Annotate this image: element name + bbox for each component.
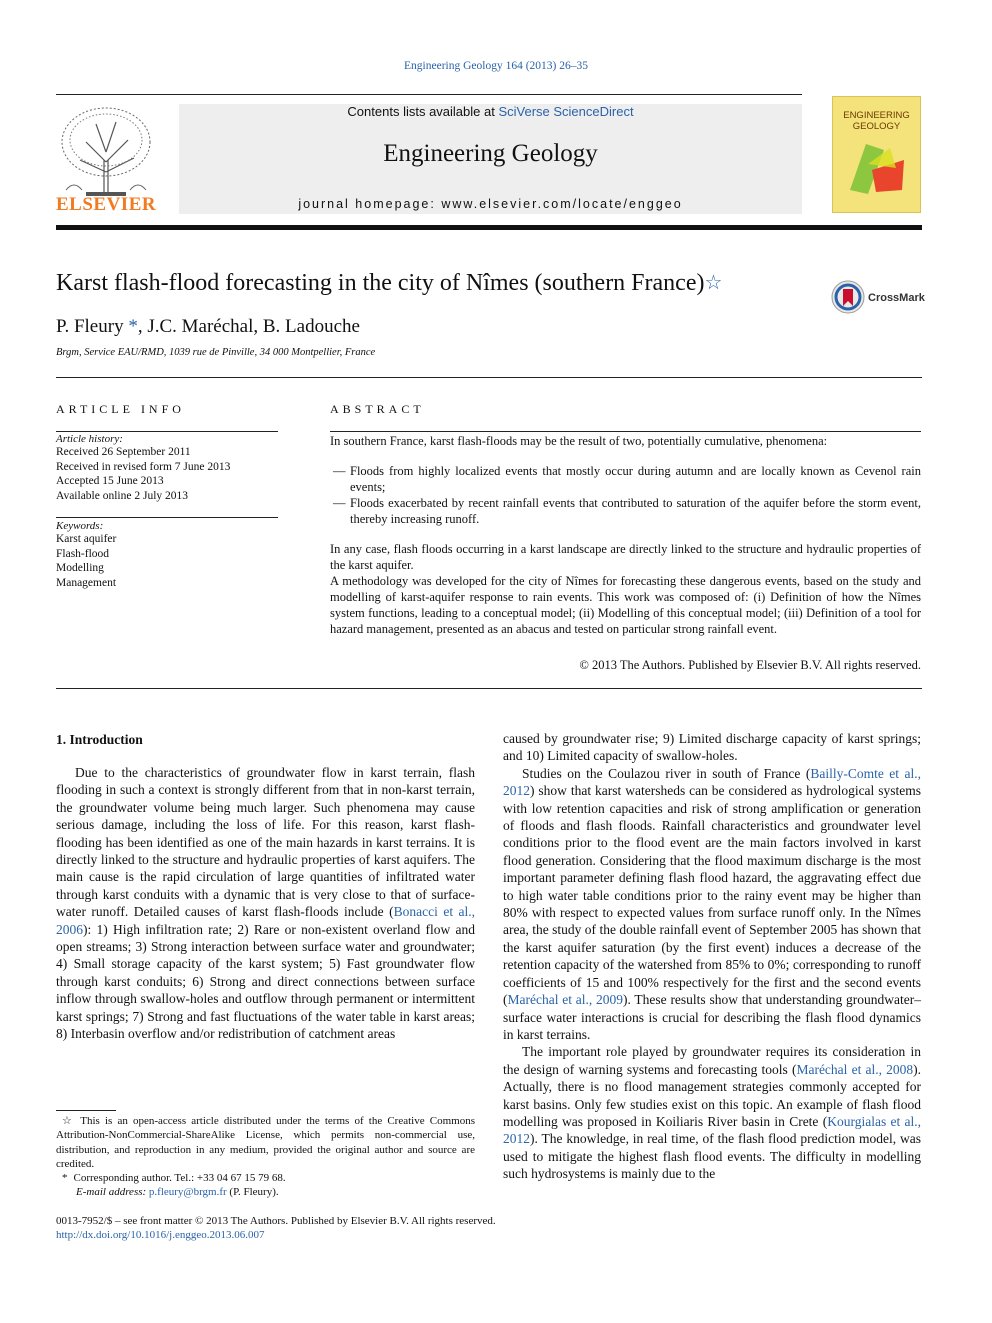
email-link[interactable]: p.fleury@brgm.fr (148, 1186, 227, 1199)
abstract-paragraph-1: In any case, flash floods occurring in a karst landscape are directly linked to the structure and hydraulic properties of the karst aquifer. (330, 542, 921, 572)
article-info-heading: ARTICLE INFO (56, 402, 185, 416)
elsevier-wordmark: ELSEVIER (56, 194, 157, 215)
intro-paragraph-continued: caused by groundwater rise; 9) Limited discharge capacity of karst springs; and 10) Limited capacity of swallow-holes. (503, 731, 921, 764)
journal-name: Engineering Geology (383, 140, 598, 167)
doi-link[interactable]: http://dx.doi.org/10.1016/j.enggeo.2013.06.007 (56, 1229, 265, 1241)
corresponding-author-mark[interactable]: * (128, 316, 138, 337)
other-authors: , J.C. Maréchal, B. Ladouche (137, 316, 360, 337)
abstract-heading: ABSTRACT (330, 402, 425, 416)
footnotes (56, 1114, 475, 1200)
footnote-rule (56, 1110, 116, 1111)
abstract-copyright: © 2013 The Authors. Published by Elsevier B.V. All rights reserved. (579, 658, 921, 672)
author-fleury[interactable]: P. Fleury (56, 316, 124, 337)
abstract-body (330, 433, 921, 637)
article-info-rule (56, 431, 278, 432)
journal-cover-art (846, 140, 908, 196)
title-footnote-star-icon[interactable]: ☆ (704, 272, 723, 294)
author-list (56, 316, 360, 338)
open-access-footnote: ☆ This is an open-access article distributed under the terms of the Creative Commons Attribution-NonCommercial-ShareAlike License, which permits non-commercial use, distribution, and reproduction in any medium, provided the original author and source are credited. (56, 1115, 475, 1170)
keywords-label: Keywords: (56, 520, 104, 532)
footnote-star-icon: ☆ (62, 1115, 75, 1127)
history-received: Received 26 September 2011 (56, 446, 191, 458)
history-online: Available online 2 July 2013 (56, 489, 189, 502)
keywords-rule (56, 517, 278, 518)
intro-paragraph: Studies on the Coulazou river in south of France (Bailly-Comte et al., 2012) show that karst watersheds can be considered as hydrological systems with low retention capacities and risk of strong amplification or generation of floods and flash floods. Rainfall characteristics and groundwater level conditions prior to the flood event are the main factors involved in karst flood generation. Considering that the flood maximum discharge is the most important parameter defining flash flood hazard, the aggravating effect due to high water table conditions prior to the rainy event may be higher than 80% with respect to expected values from surface runoff only. In the Nîmes area, the study of the double rainfall event of September 2005 has shown that the karst aquifer saturation (by the first event) induces a decrease of the retention capacity of the watershed from 85% to 0%; corresponding to runoff coefficients of 15 and 100% respectively for the first and the second events (Maréchal et al., 2009). These results show that understanding groundwater–surface water interactions is crucial for describing the flash flood dynamics in karst terrains. (503, 765, 921, 1042)
intro-left-column (56, 764, 475, 1043)
section-heading-introduction: 1. Introduction (56, 732, 143, 747)
abstract-intro: In southern France, karst flash-floods may be the result of two, potentially cumulative, phenomena: (330, 434, 828, 448)
citation-link[interactable]: Bailly-Comte et al., 2012 (503, 765, 921, 799)
citation-link[interactable]: Maréchal et al., 2009 (507, 992, 624, 1008)
legal-footer (56, 1214, 496, 1242)
intro-paragraph: Due to the characteristics of groundwater flow in karst terrain, flash flooding in such a context is strongly different from that in non-karst terrain, the groundwater volume being much larger. Such phenomena may cause serious damage, including the loss of life. For this reason, karst flash-flooding has been identified as one of the main hazards in karst terrains. It is directly linked to the structure and hydraulic properties of karst aquifers. The main cause is the rapid circulation of large quantities of infiltrated water through karst conduits with a dynamic that is very close to that of surface-water runoff. Detailed causes of karst flash-floods include (Bonacci et al., 2006): 1) High infiltration rate; 2) Rare or non-existent overland flow and open streams; 3) Strong interaction between surface water and groundwater; 4) Small storage capacity of the karst system; 5) Fast groundwater flow through karst conduits; 6) Strong and direct connections between surface inflow through swallow-holes and outflow through permanent or intermittent karst springs; 7) Strong and fast fluctuations of the water table in karst areas; 8) Interbasin overflow and/or redistribution of catchment areas (56, 765, 476, 1042)
crossmark-label[interactable]: CrossMark (868, 292, 925, 304)
citation-link[interactable]: Maréchal et al., 2008 (796, 1061, 914, 1077)
keyword: Management (56, 576, 117, 589)
abstract-bullet: — Floods from highly localized events that mostly occur during autumn and are locally known as Cevenol rain events; (330, 463, 921, 495)
header-thick-rule (56, 225, 922, 230)
intro-right-column (503, 730, 921, 1183)
title-block-rule (56, 377, 922, 378)
sciencedirect-link[interactable]: SciVerse ScienceDirect (498, 104, 634, 119)
article-history-label: Article history: (56, 433, 123, 445)
article-history (56, 433, 278, 503)
header-top-rule (56, 94, 802, 95)
history-accepted: Accepted 15 June 2013 (56, 475, 164, 487)
email-footnote: E-mail address: p.fleury@brgm.fr (P. Fleury). (76, 1186, 279, 1199)
corresponding-author-footnote: * Corresponding author. Tel.: +33 04 67 15 79 68. (56, 1171, 475, 1185)
citation-link[interactable]: Kourgialas et al., 2012 (503, 1113, 921, 1147)
crossmark-icon[interactable] (831, 280, 865, 314)
history-revised: Received in revised form 7 June 2013 (56, 460, 231, 473)
journal-homepage[interactable]: journal homepage: www.elsevier.com/locate/enggeo (298, 197, 683, 211)
contents-line (179, 104, 802, 119)
citation-link[interactable]: Bonacci et al., 2006 (56, 904, 476, 937)
abstract-rule (330, 431, 921, 432)
keywords (56, 520, 278, 590)
keyword: Modelling (56, 562, 104, 574)
keyword: Flash-flood (56, 547, 110, 560)
intro-paragraph: The important role played by groundwater requires its consideration in the design of warning systems and forecasting tools (Maréchal et al., 2008). Actually, there is no flood management strategies commonly accepted for karst basins. Only few studies exist on this topic. An example of flash flood modelling was proposed in Koiliaris River basin in Crete (Kourgialas et al., 2012). The knowledge, in real time, of the flash flood prediction model, was used to mitigate the highest flash flood events. The difficulty in modelling such hydrosystems is mainly due to the (503, 1044, 921, 1182)
journal-reference-link[interactable]: Engineering Geology 164 (2013) 26–35 (404, 60, 588, 72)
article-title: Karst flash-flood forecasting in the city of Nîmes (southern France)☆ (56, 270, 723, 296)
abstract-bullet: — Floods exacerbated by recent rainfall events that contributed to saturation of the aquifer before the storm event, thereby increasing runoff. (330, 495, 921, 527)
keyword: Karst aquifer (56, 533, 117, 545)
abstract-bottom-rule (56, 688, 922, 689)
issn-line: 0013-7952/$ – see front matter © 2013 The Authors. Published by Elsevier B.V. All rights reserved. (56, 1215, 496, 1227)
journal-cover-title: ENGINEERING GEOLOGY (843, 110, 910, 132)
abstract-paragraph-2: A methodology was developed for the city of Nîmes for forecasting these dangerous events, based on the study and modelling of karst-aquifer response to rain events. This work was composed of: (i) Definition of how the Nîmes system functions, leading to a conceptual model; (ii) Modelling of this conceptual model; (iii) Definition of a tool for hazard management, presented as an abacus and tested on particular strong rainfall event. (330, 574, 921, 636)
contents-prefix: Contents lists available at (347, 104, 499, 119)
abstract-bullet-list (330, 463, 921, 527)
footnote-asterisk: * (62, 1172, 68, 1185)
affiliation: Brgm, Service EAU/RMD, 1039 rue de Pinville, 34 000 Montpellier, France (56, 347, 376, 358)
